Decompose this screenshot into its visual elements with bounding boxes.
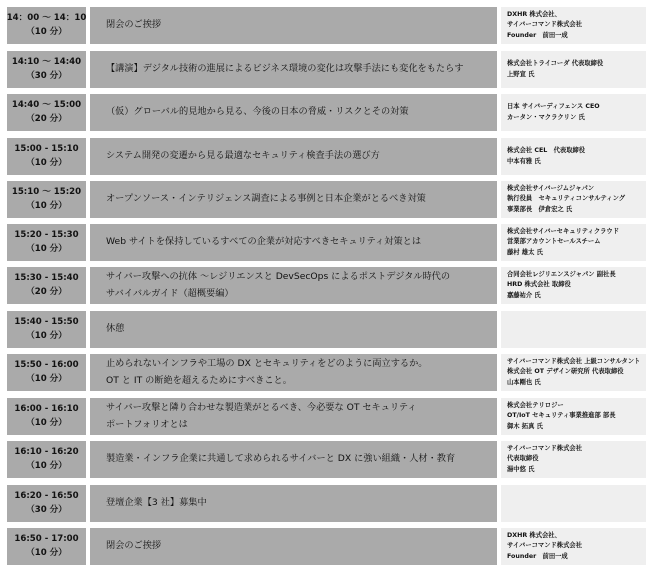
session-title (90, 398, 497, 435)
speaker-line: 株式会社サイバージムジャパン (507, 185, 595, 193)
speaker-line: HRD 株式会社 取締役 (507, 281, 571, 289)
speaker-cell (501, 441, 646, 478)
speaker-cell (501, 311, 646, 348)
session-title (90, 528, 497, 565)
speaker-line: 御木 拓真 氏 (507, 422, 543, 430)
session-title-line: （仮）グローバル的見地から見る、今後の日本の脅威・リスクとその対策 (106, 106, 409, 118)
schedule-row (0, 7, 650, 44)
time-range: 16:00 - 16:10 (14, 404, 79, 415)
session-title-line: オープンソース・インテリジェンス調査による事例と日本企業がとるべき対策 (106, 193, 426, 205)
time-cell (7, 224, 86, 261)
schedule-row (0, 311, 650, 348)
time-cell (7, 441, 86, 478)
speaker-line: 株式会社 CEL 代表取締役 (507, 147, 586, 155)
speaker-cell (501, 51, 646, 88)
schedule-row (0, 94, 650, 131)
session-title-line: サイバー攻撃への抗体 ～レジリエンスと DevSecOps によるポストデジタル時代の (106, 271, 451, 283)
duration: （10 分） (26, 157, 67, 168)
session-title-line: ポートフォリオとは (106, 418, 188, 430)
time-range: 14:10 ～ 14:40 (11, 57, 82, 68)
speaker-cell (501, 224, 646, 261)
time-range: 16:20 - 16:50 (14, 491, 79, 502)
speaker-line: 営業部アカウントセールスチーム (507, 238, 601, 246)
session-title-line: 製造業・インフラ企業に共通して求められるサイバーと DX に強い組織・人材・教育 (106, 453, 456, 465)
schedule-row (0, 138, 650, 175)
session-title-line: Web サイトを保持しているすべての企業が対応すべきセキュリティ対策とは (106, 236, 422, 248)
time-cell (7, 267, 86, 304)
speaker-line: サイバーコマンド株式会社 上級コンサルタント (507, 358, 641, 366)
session-title-line: 【講演】デジタル技術の進展によるビジネス環境の変化は攻撃手法にも変化をもたらす (106, 63, 464, 75)
session-title-line: 休憩 (106, 323, 125, 335)
time-cell (7, 51, 86, 88)
time-range: 15:10 ～ 15:20 (11, 187, 82, 198)
time-range: 16:50 - 17:00 (14, 534, 79, 545)
session-title-line: 閉会のご挨拶 (106, 19, 162, 31)
speaker-line: 嘉藤祐介 氏 (507, 291, 541, 299)
session-title (90, 7, 497, 44)
speaker-line: 株式会社トライコーダ 代表取締役 (507, 60, 604, 68)
schedule-row (0, 441, 650, 478)
time-range: 14：00 ～ 14：10 (6, 13, 87, 24)
session-title (90, 311, 497, 348)
session-title (90, 51, 497, 88)
time-range: 15:50 - 16:00 (14, 360, 79, 371)
speaker-line: 湯中悠 氏 (507, 465, 535, 473)
speaker-line: 中本有雅 氏 (507, 157, 541, 165)
schedule-row (0, 181, 650, 218)
speaker-line: 藤村 雄太 氏 (507, 248, 543, 256)
speaker-cell (501, 267, 646, 304)
duration: （10 分） (26, 417, 67, 428)
duration: （10 分） (26, 200, 67, 211)
session-title (90, 224, 497, 261)
duration: （10 分） (26, 373, 67, 384)
session-title-line: サイバー攻撃と隣り合わせな製造業がとるべき、今必要な OT セキュリティ (106, 402, 417, 414)
time-cell (7, 398, 86, 435)
time-range: 16:10 - 16:20 (14, 447, 79, 458)
speaker-line: OT/IoT セキュリティ事業推進部 部長 (507, 412, 616, 420)
duration: （10 分） (26, 243, 67, 254)
session-title-line: 登壇企業【3 社】募集中 (106, 497, 207, 509)
speaker-line: DXHR 株式会社、 (507, 11, 561, 19)
speaker-line: 事業部長 伊倉宏之 氏 (507, 205, 573, 213)
time-range: 15:20 - 15:30 (14, 230, 79, 241)
speaker-line: DXHR 株式会社、 (507, 532, 561, 540)
time-cell (7, 485, 86, 522)
session-title-line: サバイバルガイド（超概要編） (106, 287, 234, 299)
speaker-cell (501, 7, 646, 44)
session-title (90, 485, 497, 522)
speaker-line: 執行役員 セキュリティコンサルティング (507, 195, 626, 203)
duration: （10 分） (26, 547, 67, 558)
session-title (90, 94, 497, 131)
speaker-line: 上野宣 氏 (507, 70, 535, 78)
time-range: 15:30 - 15:40 (14, 273, 79, 284)
speaker-line: 合同会社レジリエンスジャパン 副社長 (507, 271, 616, 279)
speaker-cell (501, 354, 646, 391)
session-title-line: 止められないインフラや工場の DX とセキュリティをどのように両立するか。 (106, 358, 428, 370)
session-title-line: OT と IT の断絶を超えるためにすべきこと。 (106, 374, 292, 386)
time-cell (7, 7, 86, 44)
time-cell (7, 138, 86, 175)
session-title-line: 閉会のご挨拶 (106, 540, 162, 552)
schedule-row (0, 528, 650, 565)
duration: （10 分） (26, 26, 67, 37)
session-title (90, 441, 497, 478)
duration: （30 分） (26, 504, 67, 515)
speaker-cell (501, 485, 646, 522)
time-cell (7, 94, 86, 131)
time-cell (7, 311, 86, 348)
speaker-line: 代表取締役 (507, 455, 539, 463)
schedule-row (0, 485, 650, 522)
speaker-cell (501, 528, 646, 565)
session-title (90, 354, 497, 391)
duration: （20 分） (26, 286, 67, 297)
time-range: 15:40 - 15:50 (14, 317, 79, 328)
speaker-cell (501, 94, 646, 131)
duration: （10 分） (26, 460, 67, 471)
session-title (90, 138, 497, 175)
speaker-cell (501, 181, 646, 218)
speaker-line: 株式会社 OT デザイン研究所 代表取締役 (507, 368, 624, 376)
duration: （30 分） (26, 70, 67, 81)
speaker-line: サイバーコマンド株式会社 (507, 542, 582, 550)
speaker-line: Founder 前田一成 (507, 31, 568, 39)
speaker-line: サイバーコマンド株式会社 (507, 21, 582, 29)
schedule-row (0, 51, 650, 88)
session-title (90, 267, 497, 304)
session-title (90, 181, 497, 218)
speaker-cell (501, 398, 646, 435)
speaker-line: 日本 サイバーディフェンス CEO (507, 103, 600, 111)
schedule-row (0, 398, 650, 435)
time-cell (7, 528, 86, 565)
speaker-line: 株式会社テリロジー (507, 402, 564, 410)
session-title-line: システム開発の変遷から見る最適なセキュリティ検査手法の選び方 (106, 150, 380, 162)
speaker-line: カータン・マクラクリン 氏 (507, 113, 585, 121)
duration: （10 分） (26, 330, 67, 341)
schedule-row (0, 224, 650, 261)
time-range: 15:00 - 15:10 (14, 144, 79, 155)
speaker-line: サイバーコマンド株式会社 (507, 445, 582, 453)
schedule-row (0, 267, 650, 304)
speaker-line: 株式会社サイバーセキュリティクラウド (507, 228, 620, 236)
duration: （20 分） (26, 113, 67, 124)
time-cell (7, 354, 86, 391)
speaker-cell (501, 138, 646, 175)
speaker-line: Founder 前田一成 (507, 552, 568, 560)
time-range: 14:40 ～ 15:00 (11, 100, 82, 111)
speaker-line: 山本剛也 氏 (507, 378, 541, 386)
time-cell (7, 181, 86, 218)
schedule-row (0, 354, 650, 391)
